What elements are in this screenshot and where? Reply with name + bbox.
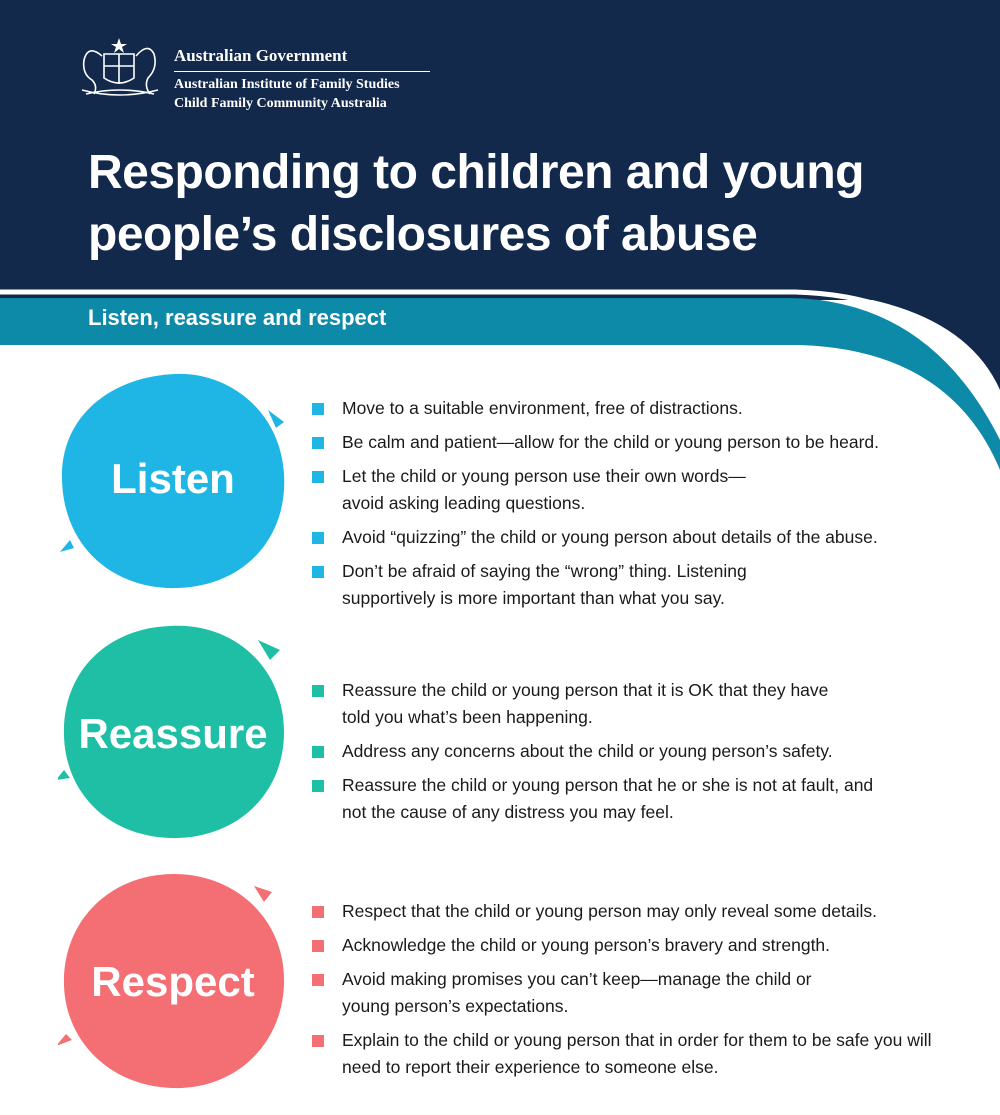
- government-branding: [174, 46, 430, 113]
- listen-points: [310, 395, 970, 619]
- coat-of-arms-logo: [74, 34, 164, 100]
- list-item: Reassure the child or young person that he or she is not at fault, and not the cause of any distress you may feel.: [310, 772, 882, 826]
- page-title: [88, 142, 864, 266]
- list-item: Respect that the child or young person may only reveal some details.: [310, 898, 970, 925]
- bullet-square: [312, 906, 324, 918]
- list-item: Acknowledge the child or young person’s bravery and strength.: [310, 932, 970, 959]
- section-subtitle: Listen, reassure and respect: [88, 305, 387, 330]
- branding-divider: [174, 71, 430, 72]
- reassure-label: Reassure: [78, 710, 268, 757]
- list-item: Reassure the child or young person that it is OK that they have told you what’s been happening.: [310, 677, 842, 731]
- list-item: Explain to the child or young person that in order for them to be safe you will need to report their experience to someone else.: [310, 1027, 932, 1081]
- bullet-square: [312, 746, 324, 758]
- title-line-1: Responding to children and young: [88, 146, 864, 199]
- respect-points: [310, 898, 970, 1088]
- listen-label: Listen: [111, 455, 235, 502]
- list-item: Don’t be afraid of saying the “wrong” thing. Listening supportively is more important than what you say.: [310, 558, 832, 612]
- bullet-square: [312, 974, 324, 986]
- bullet-square: [312, 780, 324, 792]
- title-line-2: people’s disclosures of abuse: [88, 208, 758, 261]
- unit-name: Child Family Community Australia: [174, 96, 387, 111]
- list-item: Avoid making promises you can’t keep—manage the child or young person’s expectations.: [310, 966, 812, 1020]
- list-item: Address any concerns about the child or young person’s safety.: [310, 738, 970, 765]
- respect-label: Respect: [91, 958, 255, 1005]
- bullet-square: [312, 471, 324, 483]
- bullet-square: [312, 403, 324, 415]
- bullet-square: [312, 940, 324, 952]
- list-item: Avoid “quizzing” the child or young person about details of the abuse.: [310, 524, 970, 551]
- bullet-square: [312, 566, 324, 578]
- reassure-points: [310, 677, 970, 833]
- bullet-square: [312, 532, 324, 544]
- bullet-square: [312, 437, 324, 449]
- bullet-square: [312, 685, 324, 697]
- agency-name: Australian Institute of Family Studies: [174, 77, 400, 92]
- government-name: Australian Government: [174, 46, 348, 65]
- bullet-square: [312, 1035, 324, 1047]
- list-item: Move to a suitable environment, free of distractions.: [310, 395, 970, 422]
- list-item: Let the child or young person use their own words—avoid asking leading questions.: [310, 463, 762, 517]
- list-item: Be calm and patient—allow for the child or young person to be heard.: [310, 429, 970, 456]
